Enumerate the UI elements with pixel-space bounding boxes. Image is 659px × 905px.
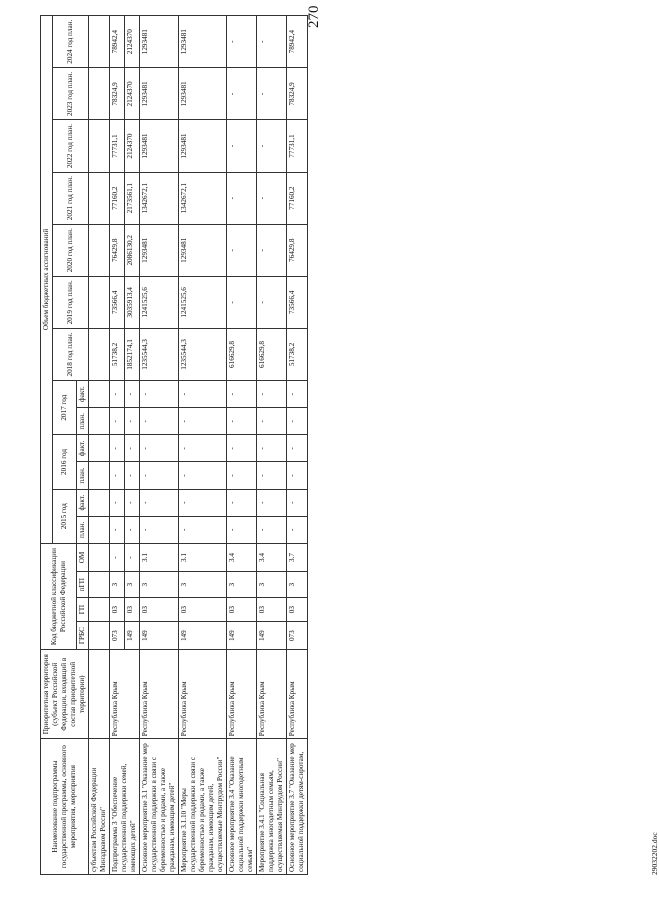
header-2021: 2021 год план. <box>53 172 89 224</box>
row-name: Основное мероприятие 3.7 "Оказание мер социальной поддержки детям-сиротам, <box>287 739 308 875</box>
row-territory: Республика Крым <box>227 650 257 739</box>
cell-p16: - <box>125 462 140 489</box>
cell-pgp: 3 <box>227 572 257 598</box>
cell-y20: 2086130,2 <box>125 224 140 276</box>
cell-y22: - <box>227 120 257 172</box>
header-plan: план. <box>77 408 89 435</box>
cell-f16: - <box>125 435 140 462</box>
row-territory: Республика Крым <box>110 650 140 739</box>
header-plan: план. <box>77 462 89 489</box>
table-row <box>179 16 227 875</box>
header-territory: Приоритетная территория (субъект Российской Федерации, входящий в состав приоритетной территории) <box>41 650 89 739</box>
header-budget-code: Код бюджетной классификации Российской Федерации <box>41 543 77 649</box>
cell-f15: - <box>227 489 257 516</box>
cell-om: 3.4 <box>227 543 257 571</box>
cell-y18: 1235544,3 <box>179 328 227 380</box>
cell-y18: 51738,2 <box>287 328 308 380</box>
row-territory: Республика Крым <box>179 650 227 739</box>
cell-y19: 3035913,4 <box>125 276 140 328</box>
header-fact: факт. <box>77 381 89 408</box>
cell-om: 3.1 <box>179 543 227 571</box>
cell-y20: 1293481 <box>140 224 179 276</box>
cell-y24: 78942,4 <box>110 16 125 68</box>
table-row <box>287 16 308 875</box>
cell-y22: 2124370 <box>125 120 140 172</box>
cell-y23: 1293481 <box>179 68 227 120</box>
cell-y22: 77731,1 <box>287 120 308 172</box>
cell-y23: 78324,9 <box>110 68 125 120</box>
cell-y21: 77160,2 <box>287 172 308 224</box>
cell-p17: - <box>227 408 257 435</box>
cell-f17: - <box>140 381 179 408</box>
row-territory: Республика Крым <box>257 650 287 739</box>
cell-f16: - <box>179 435 227 462</box>
table-row <box>140 16 179 875</box>
cell-y20: - <box>257 224 287 276</box>
cell-y18: 616629,8 <box>257 328 287 380</box>
cell-y21: 1342672,1 <box>179 172 227 224</box>
header-2019: 2019 год план. <box>53 276 89 328</box>
row-name: Основное мероприятие 3.4 "Оказание социальной поддержки многодетным семьям" <box>227 739 257 875</box>
table-row <box>257 16 287 875</box>
cell-f15: - <box>125 489 140 516</box>
cell-f16: - <box>257 435 287 462</box>
cell-f17: - <box>287 381 308 408</box>
cell-p16: - <box>227 462 257 489</box>
cell-p15: - <box>110 516 125 543</box>
cell-grbs: 149 <box>125 622 140 650</box>
cell-y23: - <box>257 68 287 120</box>
header-2015: 2015 год <box>53 489 77 543</box>
cell-om: 3.1 <box>140 543 179 571</box>
cell-grbs: 149 <box>179 622 227 650</box>
header-fact: факт. <box>77 489 89 516</box>
cell-f17: - <box>110 381 125 408</box>
header-2018: 2018 год план. <box>53 328 89 380</box>
cell-gp: 03 <box>140 598 179 622</box>
cell-p15: - <box>257 516 287 543</box>
cell-pgp: 3 <box>110 572 125 598</box>
cell-f15: - <box>179 489 227 516</box>
cell-gp: 03 <box>110 598 125 622</box>
cell-p16: - <box>110 462 125 489</box>
cell-f17: - <box>125 381 140 408</box>
cell-y24: 2124370 <box>125 16 140 68</box>
cell-grbs: 149 <box>140 622 179 650</box>
cell-p15: - <box>125 516 140 543</box>
table-row <box>110 16 125 875</box>
footer-filename: 29032202.doc <box>650 832 659 875</box>
cell-y19: 73566,4 <box>287 276 308 328</box>
cell-y22: - <box>257 120 287 172</box>
row-territory: Республика Крым <box>140 650 179 739</box>
cell-y24: 78942,4 <box>287 16 308 68</box>
header-2024: 2024 год план. <box>53 16 89 68</box>
cell-f15: - <box>140 489 179 516</box>
cell-y19: 73566,4 <box>110 276 125 328</box>
budget-table <box>40 15 308 875</box>
row-territory: Республика Крым <box>287 650 308 739</box>
cell-y18: 616629,8 <box>227 328 257 380</box>
cell-y21: 2173561,1 <box>125 172 140 224</box>
cell-p15: - <box>140 516 179 543</box>
cell-y21: 77160,2 <box>110 172 125 224</box>
cell-p16: - <box>287 462 308 489</box>
header-volume: Объем бюджетных ассигнований <box>41 16 53 544</box>
cell-y24: 1293481 <box>179 16 227 68</box>
cell-y20: 76429,8 <box>110 224 125 276</box>
table-body <box>89 16 308 875</box>
cell-y22: 1293481 <box>140 120 179 172</box>
cell-y20: 1293481 <box>179 224 227 276</box>
cell-pgp: 3 <box>125 572 140 598</box>
cell-p16: - <box>257 462 287 489</box>
cell-y18: 1235544,3 <box>140 328 179 380</box>
table-row <box>227 16 257 875</box>
cell-y21: - <box>257 172 287 224</box>
cell-grbs: 149 <box>257 622 287 650</box>
cell-y22: 1293481 <box>179 120 227 172</box>
cell-y24: 1293481 <box>140 16 179 68</box>
cell-p16: - <box>179 462 227 489</box>
cell-p15: - <box>227 516 257 543</box>
cell-p17: - <box>257 408 287 435</box>
cell-y23: 78324,9 <box>287 68 308 120</box>
header-om: ОМ <box>77 543 89 571</box>
header-grbs: ГРБС <box>77 622 89 650</box>
cell-f17: - <box>179 381 227 408</box>
cell-f16: - <box>287 435 308 462</box>
row-name: Основное мероприятие 3.1 "Оказание мер государственной поддержки в связи с беременностью и родами, а также гражданам, имеющим детей" <box>140 739 179 875</box>
cell-y23: 1293481 <box>140 68 179 120</box>
header-2016: 2016 год <box>53 435 77 489</box>
cell-grbs: 073 <box>287 622 308 650</box>
cell-y23: - <box>227 68 257 120</box>
header-name: Наименование подпрограммы государственной программы, основного мероприятия, мероприятия <box>41 739 89 875</box>
cell-p15: - <box>287 516 308 543</box>
cell-om: 3.4 <box>257 543 287 571</box>
cell-f15: - <box>110 489 125 516</box>
cell-y19: 1241525,6 <box>140 276 179 328</box>
cell-y19: - <box>257 276 287 328</box>
cell-gp: 03 <box>287 598 308 622</box>
cell-p17: - <box>179 408 227 435</box>
row-name: Подпрограмма 3 "Обеспечение государственной поддержки семей, имеющих детей" <box>110 739 140 875</box>
cell-p17: - <box>125 408 140 435</box>
header-gp: ГП <box>77 598 89 622</box>
header-pgp: пГП <box>77 572 89 598</box>
cell-pgp: 3 <box>140 572 179 598</box>
cell-p17: - <box>110 408 125 435</box>
header-2017: 2017 год <box>53 381 77 435</box>
cell-om: - <box>125 543 140 571</box>
cell-y22: 77731,1 <box>110 120 125 172</box>
page-number: 270 <box>306 5 322 28</box>
cell-gp: 03 <box>179 598 227 622</box>
header-2022: 2022 год план. <box>53 120 89 172</box>
cell-y23: 2124370 <box>125 68 140 120</box>
cell-y21: - <box>227 172 257 224</box>
cell-gp: 03 <box>257 598 287 622</box>
cell-om: - <box>110 543 125 571</box>
cell-om: 3.7 <box>287 543 308 571</box>
cell-y21: 1342672,1 <box>140 172 179 224</box>
cell-p16: - <box>140 462 179 489</box>
header-fact: факт. <box>77 435 89 462</box>
cell-p15: - <box>179 516 227 543</box>
cell-y19: 1241525,6 <box>179 276 227 328</box>
rotated-page <box>40 15 659 875</box>
cell-y19: - <box>227 276 257 328</box>
cell-p17: - <box>287 408 308 435</box>
cell-y20: 76429,8 <box>287 224 308 276</box>
header-plan: план. <box>77 516 89 543</box>
cell-f16: - <box>227 435 257 462</box>
cell-pgp: 3 <box>179 572 227 598</box>
cell-p17: - <box>140 408 179 435</box>
cell-grbs: 149 <box>227 622 257 650</box>
cell-f17: - <box>257 381 287 408</box>
cell-gp: 03 <box>125 598 140 622</box>
cell-f16: - <box>110 435 125 462</box>
cell-y24: - <box>257 16 287 68</box>
row-name: Мероприятие 3.1.10 "Меры государственной поддержки в связи с беременностью и родами, а также гражданам, имеющим детей, осуществляемые Минтрудом России" <box>179 739 227 875</box>
cell-y18: 1852174,1 <box>125 328 140 380</box>
header-2023: 2023 год план. <box>53 68 89 120</box>
cell-y24: - <box>227 16 257 68</box>
cell-grbs: 073 <box>110 622 125 650</box>
cell-f17: - <box>227 381 257 408</box>
cell-f15: - <box>287 489 308 516</box>
continuation-text: субъектам Российской Федерации Минздравом России" <box>89 739 110 875</box>
cell-pgp: 3 <box>287 572 308 598</box>
row-name: Мероприятие 3.4.1 "Социальная поддержка многодетным семьям, осуществляемая Минтрудом России" <box>257 739 287 875</box>
header-2020: 2020 год план. <box>53 224 89 276</box>
cell-f16: - <box>140 435 179 462</box>
cell-f15: - <box>257 489 287 516</box>
cell-y18: 51738,2 <box>110 328 125 380</box>
cell-y20: - <box>227 224 257 276</box>
cell-pgp: 3 <box>257 572 287 598</box>
cell-gp: 03 <box>227 598 257 622</box>
